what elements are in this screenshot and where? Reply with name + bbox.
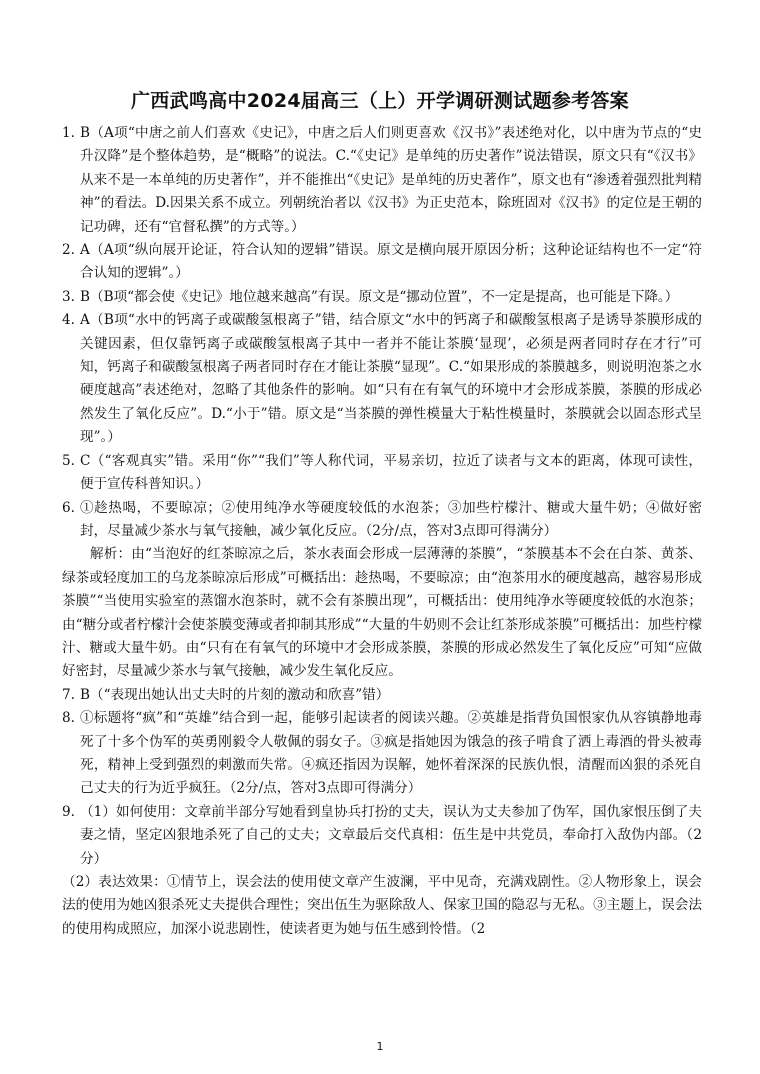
item-number: 4.	[62, 312, 75, 329]
answer-9-part-2: （2）表达效果：①情节上，误会法的使用使文章产生波澜，平中见奇，充满戏剧性。②人物形象上，误会法的使用为她凶狠杀死丈夫提供合理性；突出伍生为驱除敌人、保家卫国的隐忍与无私。③主题上，误会法的使用构成照应，加深小说悲剧性，使读者更为她与伍生感到怜惜。（2	[62, 874, 702, 937]
item-number: 5.	[62, 452, 75, 469]
page-number: 1	[376, 1040, 384, 1053]
document-title: 广西武鸣高中2024届高三（上）开学调研测试题参考答案	[131, 90, 629, 112]
item-number: 7.	[62, 686, 75, 703]
answer-item-9	[62, 801, 702, 871]
item-text: A（B项“水中的钙离子或碳酸氢根离子”错，结合原文“水中的钙离子和碳酸氢根离子是诱导茶膜形成的关键因素，但仅靠钙离子或碳酸氢根离子其中一者并不能让茶膜‘显现’，必须是两者同时存在才行”可知，钙离子和碳酸氢根离子两者同时存在才能让茶膜“显现”。C.“如果形成的茶膜越多，则说明泡茶之水硬度越高”表述绝对，忽略了其他条件的影响。如“只有在有氧气的环境中才会形成茶膜，茶膜的形成必然发生了氧化反应”。D.“小于”错。原文是“当茶膜的弹性模量大于粘性模量时，茶膜就会以固态形式呈现”。）	[80, 312, 702, 446]
item-text: B（“表现出她认出丈夫时的片刻的激动和欣喜”错）	[80, 686, 390, 703]
item-text: B（B项“都会使《史记》地位越来越高”有误。原文是“挪动位置”，不一定是提高，也可能是下降。）	[80, 288, 679, 305]
item-number: 8.	[62, 710, 75, 727]
item-text: C（“客观真实”错。采用“你”“我们”等人称代词，平易亲切，拉近了读者与文本的距离，体现可读性，便于宣传科普知识。）	[80, 452, 702, 493]
answer-item-6	[62, 497, 702, 544]
analysis-paragraph: 解析：由“当泡好的红茶晾凉之后，茶水表面会形成一层薄薄的茶膜”，“茶膜基本不会在白茶、黄茶、绿茶或轻度加工的乌龙茶晾凉后形成”可概括出：趁热喝，不要晾凉；由“泡茶用水的硬度越高，越容易形成茶膜”“当使用实验室的蒸馏水泡茶时，就不会有茶膜出现”，可概括出：使用纯净水等硬度较低的水泡茶；由“糖分或者柠檬汁会使茶膜变薄或者抑制其形成”“大量的牛奶则不会让红茶形成茶膜”可概括出：加些柠檬汁、糖或大量牛奶。由“只有在有氧气的环境中才会形成茶膜，茶膜的形成必然发生了氧化反应”可知“应做好密封，尽量减少茶水与氧气接触，减少发生氧化反应。	[62, 546, 702, 680]
item-text: ①标题将“疯”和“英雄”结合到一起，能够引起读者的阅读兴趣。②英雄是指背负国恨家仇从容镇静地毒死了十多个伪军的英勇刚毅令人敬佩的弱女子。③疯是指她因为饿急的孩子啃食了洒上毒酒的骨头被毒死，精神上受到强烈的刺激而失常。④疯还指因为误解，她怀着深深的民族仇恨，清醒而凶狠的杀死自己丈夫的行为近乎疯狂。（2分/点，答对3点即可得满分）	[80, 710, 702, 797]
answer-item-1	[62, 122, 702, 239]
item-number: 2.	[62, 242, 75, 259]
item-number: 1.	[62, 125, 75, 141]
answer-item-7	[62, 684, 702, 707]
answer-item-8	[62, 707, 702, 801]
item-text: B（A项“中唐之前人们喜欢《史记》，中唐之后人们则更喜欢《汉书》”表述绝对化，以中唐为节点的“史升汉降”是个整体趋势，是“概略”的说法。C.“《史记》是单纯的历史著作”说法错误，原文只有“《汉书》从来不是一本单纯的历史著作”，并不能推出“《史记》是单纯的历史著作”，原文也有“渗透着强烈批判精神”的看法。D.因果关系不成立。列朝统治者以《汉书》为正史范本，除班固对《汉书》的定位是王朝的记功碑，还有“官督私撰”的方式等。）	[80, 125, 702, 235]
answer-item-5	[62, 450, 702, 497]
item-number: 6.	[62, 499, 75, 516]
item-number: 3.	[62, 288, 75, 305]
item-text: A（A项“纵向展开论证，符合认知的逻辑”错误。原文是横向展开原因分析；这种论证结构也不一定“符合认知的逻辑”。）	[80, 242, 702, 282]
answer-content	[62, 122, 702, 941]
item-text: （1）如何使用：文章前半部分写她看到皇协兵打扮的丈夫，误认为丈夫参加了伪军，国仇家恨压倒了夫妻之情，坚定凶狠地杀死了自己的丈夫；文章最后交代真相：伍生是中共党员，奉命打入敌伪内部。（2分）	[80, 803, 702, 867]
answer-item-3	[62, 286, 702, 309]
answer-item-4	[62, 309, 702, 449]
item-number: 9.	[62, 803, 75, 820]
item-text: ①趁热喝，不要晾凉；②使用纯净水等硬度较低的水泡茶；③加些柠檬汁、糖或大量牛奶；④做好密封，尽量减少茶水与氧气接触，减少氧化反应。（2分/点，答对3点即可得满分）	[80, 499, 702, 539]
answer-item-2	[62, 239, 702, 286]
